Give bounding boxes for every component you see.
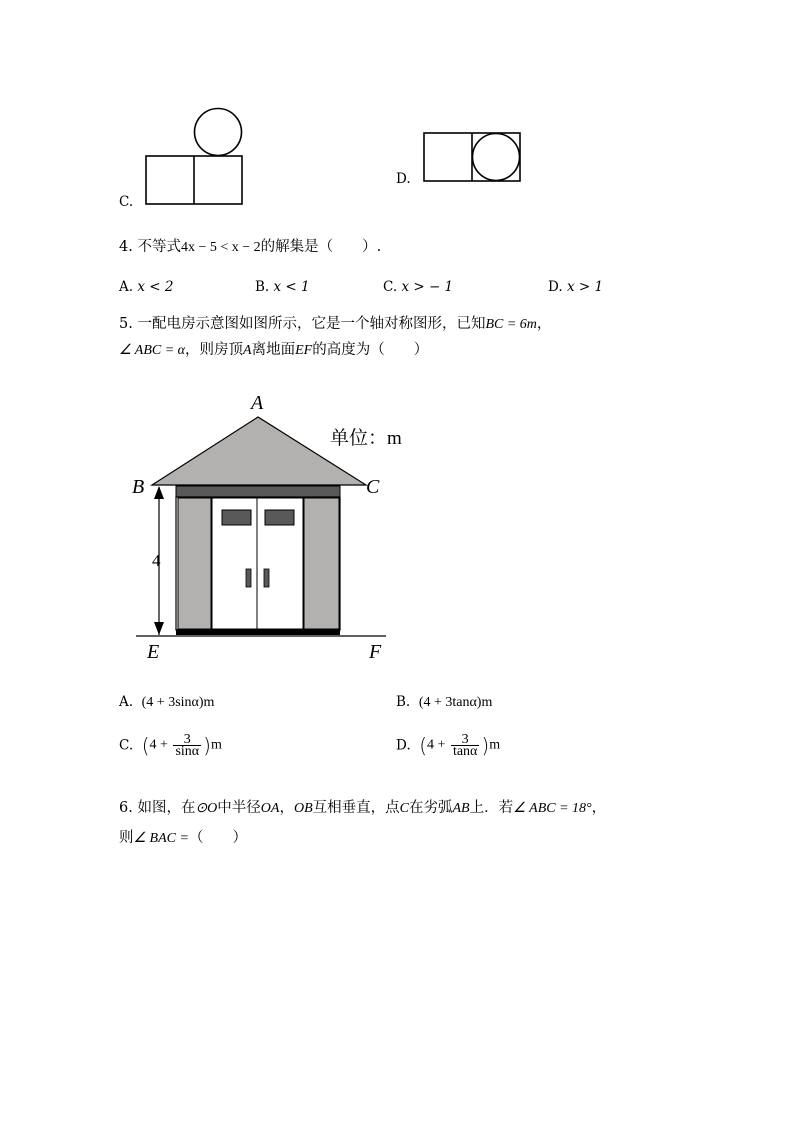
option-label: D.: [548, 279, 563, 295]
q5-option-a[interactable]: [119, 694, 214, 711]
question-text: 的解集是（ ）.: [260, 239, 382, 255]
window: [265, 510, 294, 525]
right-pillar: [304, 498, 339, 629]
label-f: F: [369, 641, 382, 663]
q4-option-a[interactable]: [119, 279, 173, 295]
question-5-line-1: 5. 一配电房示意图如图所示，它是一个轴对称图形，已知BC = 6m，: [119, 316, 552, 332]
question-6-line-1: 6. 如图，在⊙O中半径OA，OB互相垂直，点C在劣弧AB上．若∠ ABC = 18°，: [119, 800, 607, 816]
option-value: (4 + 3tanα)m: [418, 695, 493, 710]
option-value: x < 1: [273, 279, 310, 295]
option-d-circle: [473, 134, 520, 181]
option-value: (4 + 3sinα)m: [141, 695, 215, 710]
label-a: A: [251, 392, 264, 414]
option-label: A.: [119, 694, 134, 710]
q4-option-b[interactable]: [255, 279, 310, 295]
q5-option-b[interactable]: [396, 694, 492, 711]
option-d-label: D.: [396, 171, 411, 187]
circle-o: ⊙O: [195, 801, 218, 816]
question-4-stem: [119, 238, 381, 257]
question-number: 5.: [119, 316, 133, 332]
option-label: C.: [119, 737, 134, 754]
house-figure: [120, 385, 420, 665]
question-5-line-2: ∠ ABC = α，则房顶A离地面EF的高度为（ ）: [119, 342, 429, 358]
base: [176, 629, 340, 635]
option-c-label: C.: [119, 194, 134, 210]
door-handle: [246, 569, 251, 587]
label-e: E: [147, 641, 160, 663]
door-handle: [264, 569, 269, 587]
option-c-circle: [195, 109, 242, 156]
q4-option-c[interactable]: [383, 279, 453, 295]
label-b: B: [132, 476, 145, 498]
question-6-line-2: 则∠ BAC =（ ）: [119, 830, 247, 846]
question-number: 4.: [119, 239, 133, 255]
eave: [176, 486, 340, 497]
option-value: x > 1: [566, 279, 604, 295]
height-label: 4: [152, 551, 161, 570]
unit-label: 单位：m: [330, 428, 402, 449]
q5-option-c[interactable]: C. (4 + $\frac{3}{\sin\alpha}$ )m: [119, 732, 222, 759]
option-d-figure: [420, 128, 526, 186]
option-label: B.: [396, 694, 411, 710]
question-text: 一配电房示意图如图所示，它是一个轴对称图形，已知: [137, 316, 486, 332]
q4-option-d[interactable]: [548, 279, 603, 295]
q5-option-d[interactable]: D. (4 + $\frac{3}{\tan\alpha}$ )m: [396, 732, 501, 759]
left-pillar: [178, 498, 211, 629]
bc-expression: BC = 6m: [485, 317, 537, 332]
question-text: 不等式: [137, 239, 181, 255]
option-label: D.: [396, 737, 411, 754]
angle-expression: ∠ ABC = α: [119, 343, 186, 358]
option-c-figure: [140, 104, 250, 208]
label-c: C: [366, 476, 380, 498]
option-label: A.: [119, 279, 134, 295]
option-label: B.: [255, 279, 270, 295]
option-value: x > − 1: [401, 279, 454, 295]
window: [222, 510, 251, 525]
question-number: 6.: [119, 800, 133, 816]
inequality: 4x − 5 < x − 2: [180, 240, 261, 255]
option-label: C.: [383, 279, 398, 295]
option-value: x < 2: [137, 279, 174, 295]
